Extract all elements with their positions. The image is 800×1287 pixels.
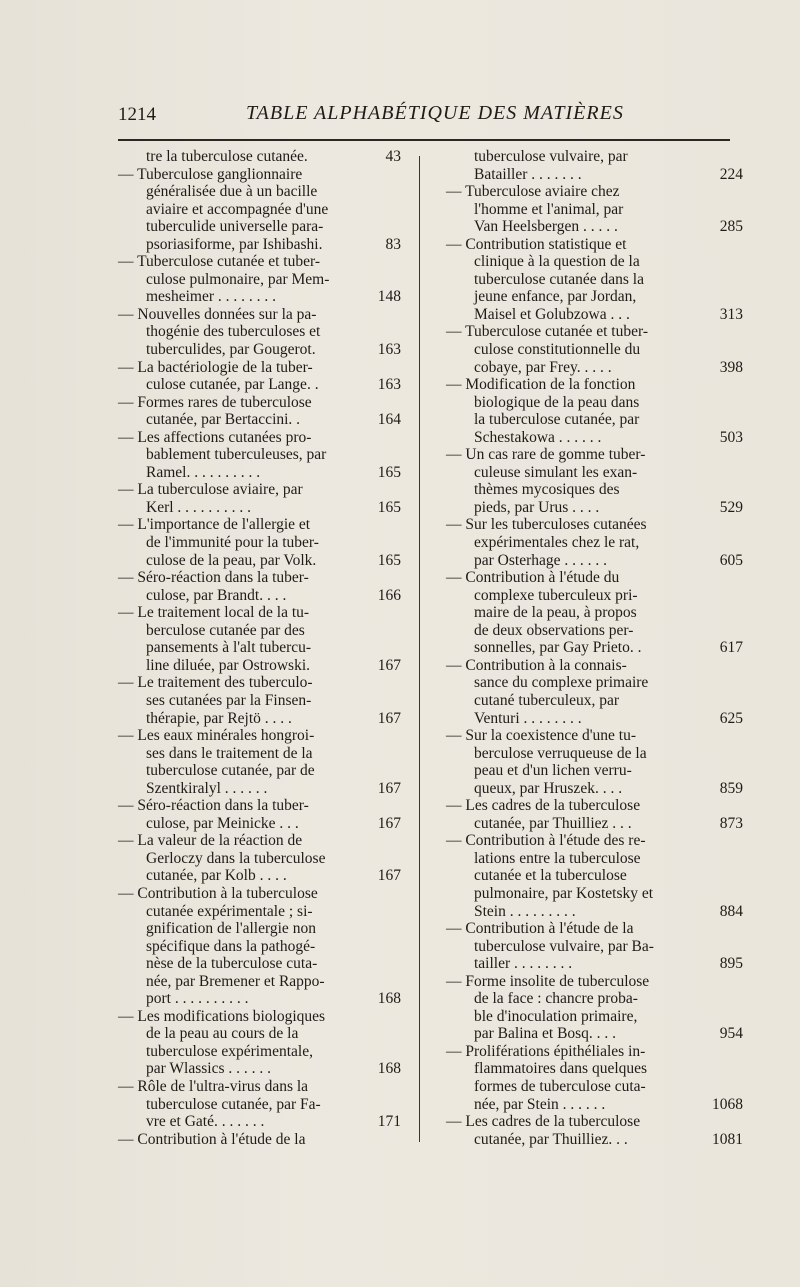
entry-text-line: tuberculose cutanée, par Fa- (146, 1095, 321, 1113)
index-entry (118, 516, 408, 569)
entry-text-line: culose, par Meinicke . . . (146, 814, 299, 832)
entry-text-line: Szentkiralyl . . . . . . (146, 779, 268, 797)
entry-text-line: ble d'inoculation primaire, (474, 1007, 638, 1025)
page-ref: 859 (719, 779, 743, 797)
index-entry (446, 183, 743, 236)
page-ref: 605 (719, 551, 743, 569)
page-ref: 954 (719, 1025, 743, 1043)
entry-text-line: bablement tuberculeuses, par (146, 446, 327, 464)
page-ref: 873 (719, 814, 743, 832)
page-ref: 167 (377, 814, 401, 832)
entry-text-line: tuberculose vulvaire, par (474, 148, 628, 165)
page-ref: 313 (719, 305, 743, 323)
page-ref: 165 (377, 551, 401, 569)
entry-text-line: ses cutanées par la Finsen- (146, 691, 312, 709)
column-divider (419, 156, 420, 1142)
page-ref: 171 (377, 1113, 401, 1131)
entry-text-line: pansements à l'alt tubercu- (146, 639, 312, 657)
entry-text-line: culose, par Brandt. . . . (146, 586, 287, 604)
entry-text-line: culose pulmonaire, par Mem- (146, 270, 330, 288)
entry-text-line: — Contribution statistique et (446, 235, 627, 253)
index-entry (118, 359, 408, 394)
page-ref: 895 (719, 955, 743, 973)
entry-text-line: psoriasiforme, par Ishibashi. (146, 235, 323, 253)
entry-text-line: Stein . . . . . . . . . (474, 902, 576, 920)
entry-text-line: — Le traitement local de la tu- (118, 604, 310, 622)
page-ref: 164 (377, 411, 401, 429)
entry-text-line: culose cutanée, par Lange. . (146, 376, 319, 394)
entry-text-line: tuberculose expérimentale, (146, 1042, 313, 1060)
entry-text-line: — Tuberculose cutanée et tuber- (118, 253, 320, 271)
entry-text-line: culose de la peau, par Volk. (146, 551, 317, 569)
entry-text-line: — Séro-réaction dans la tuber- (118, 797, 309, 815)
entry-text-line: — Les affections cutanées pro- (118, 428, 312, 446)
right-column (446, 148, 743, 1148)
entry-text-line: culose constitutionnelle du (474, 341, 641, 359)
entry-text-line: tuberculose vulvaire, par Ba- (474, 937, 654, 955)
page-ref: 1081 (712, 1130, 743, 1148)
entry-text-line: — Contribution à l'étude de la (118, 1130, 306, 1148)
entry-text-line: sonnelles, par Gay Prieto. . (474, 639, 642, 657)
page-ref: 163 (377, 341, 401, 359)
entry-text-line: par Balina et Bosq. . . . (474, 1025, 617, 1043)
page-ref: 166 (377, 586, 401, 604)
entry-text-line: généralisée due à un bacille (146, 183, 318, 201)
entry-text-line: Gerloczy dans la tuberculose (146, 849, 326, 867)
entry-text-line: la tuberculose cutanée, par (474, 411, 640, 429)
entry-text-line: — Contribution à la tuberculose (118, 884, 318, 902)
entry-text-line: de la peau au cours de la (146, 1025, 299, 1043)
entry-text-line: jeune enfance, par Jordan, (474, 288, 637, 306)
entry-text-line: Schestakowa . . . . . . (474, 428, 602, 446)
index-entry (118, 166, 408, 254)
entry-text-line: complexe tuberculeux pri- (474, 586, 638, 604)
entry-text-line: tuberculose cutanée dans la (474, 270, 644, 288)
page-ref: 163 (377, 376, 401, 394)
index-entry (118, 429, 408, 482)
entry-text-line: port . . . . . . . . . . (146, 990, 249, 1008)
index-entry (446, 446, 743, 516)
entry-text-line: berculose cutanée par des (146, 621, 305, 639)
entry-text-line: — Séro-réaction dans la tuber- (118, 569, 309, 587)
index-entry (446, 376, 743, 446)
entry-text-line: maire de la peau, à propos (474, 604, 637, 622)
entry-text-line: spécifique dans la pathogé- (146, 937, 316, 955)
entry-text-line: — Les cadres de la tuberculose (446, 1113, 641, 1131)
entry-text-line: — Contribution à l'étude des re- (446, 832, 646, 850)
entry-text-line: — Le traitement des tuberculo- (118, 674, 313, 692)
entry-text-line: Van Heelsbergen . . . . . (474, 218, 618, 236)
page-ref: 167 (377, 709, 401, 727)
page-ref: 148 (377, 288, 401, 306)
entry-text-line: — Contribution à l'étude de la (446, 920, 634, 938)
entry-text-line: vre et Gaté. . . . . . . (146, 1113, 265, 1131)
entry-text-line: flammatoires dans quelques (474, 1060, 648, 1078)
page-ref: 167 (377, 656, 401, 674)
entry-text-line: née, par Stein . . . . . . (474, 1095, 606, 1113)
index-entry (118, 1078, 408, 1131)
page-header (118, 100, 730, 130)
entry-text-line: expérimentales chez le rat, (474, 534, 640, 552)
entry-text-line: tuberculide universelle para- (146, 218, 324, 236)
entry-text-line: — Nouvelles données sur la pa- (118, 305, 317, 323)
entry-text-line: Kerl . . . . . . . . . . (146, 498, 252, 516)
entry-text-line: peau et d'un lichen verru- (474, 762, 632, 780)
page-ref: 167 (377, 867, 401, 885)
entry-text-line: — Tuberculose aviaire chez (446, 183, 620, 201)
entry-text-line: de la face : chancre proba- (474, 990, 638, 1008)
entry-text-line: — Tuberculose cutanée et tuber- (446, 323, 648, 341)
index-entry (446, 656, 743, 727)
entry-text-line: — Modification de la fonction (446, 376, 636, 394)
index-entry (446, 832, 743, 920)
entry-text-line: berculose verruqueuse de la (474, 744, 647, 762)
entry-text-line: de deux observations per- (474, 621, 634, 639)
entry-text-line: — Les eaux minérales hongroi- (118, 727, 315, 745)
index-entry (446, 516, 743, 569)
index-entry (446, 972, 743, 1043)
entry-text-line: cutanée, par Kolb . . . . (146, 867, 287, 885)
entry-text-line: — Contribution à la connais- (446, 656, 627, 674)
entry-text-line: née, par Bremener et Rappo- (146, 972, 325, 990)
index-entry (118, 1008, 408, 1078)
entry-text-line: — Forme insolite de tuberculose (446, 972, 650, 990)
entry-text-line: tre la tuberculose cutanée. (146, 148, 308, 165)
entry-text-line: aviaire et accompagnée d'une (146, 200, 329, 218)
entry-text-line: — Sur la coexistence d'une tu- (446, 727, 637, 745)
entry-text-line: cobaye, par Frey. . . . . (474, 358, 612, 376)
entry-text-line: cutanée expérimentale ; si- (146, 902, 313, 920)
entry-text-line: — Les modifications biologiques (118, 1007, 326, 1025)
index-entry (446, 569, 743, 657)
entry-text-line: culeuse simulant les exan- (474, 463, 638, 481)
entry-text-line: thérapie, par Rejtö . . . . (146, 709, 292, 727)
page-ref: 398 (719, 358, 743, 376)
entry-text-line: cutanée, par Thuilliez . . . (474, 814, 632, 832)
left-column (118, 148, 408, 1148)
index-entry (446, 920, 743, 973)
index-entry (446, 148, 743, 183)
entry-text-line: Batailler . . . . . . . (474, 165, 582, 183)
index-entry (446, 1113, 743, 1148)
entry-text-line: l'homme et l'animal, par (474, 200, 624, 218)
entry-text-line: Ramel. . . . . . . . . . (146, 463, 261, 481)
page-ref: 168 (377, 1060, 401, 1078)
entry-text-line: pieds, par Urus . . . . (474, 498, 600, 516)
index-entry (446, 727, 743, 797)
index-entry (118, 394, 408, 429)
page-ref: 165 (377, 463, 401, 481)
page-ref: 625 (719, 709, 743, 727)
page-ref: 43 (385, 148, 401, 165)
entry-text-line: ses dans le traitement de la (146, 744, 313, 762)
running-title: TABLE ALPHABÉTIQUE DES MATIÈRES (246, 102, 624, 124)
entry-text-line: par Osterhage . . . . . . (474, 551, 607, 569)
page-ref: 168 (377, 990, 401, 1008)
entry-text-line: sance du complexe primaire (474, 674, 649, 692)
entry-text-line: tuberculose cutanée, par de (146, 762, 315, 780)
index-entry (118, 797, 408, 832)
page-ref: 529 (719, 498, 743, 516)
entry-text-line: — Rôle de l'ultra-virus dans la (118, 1077, 309, 1095)
entry-text-line: tailler . . . . . . . . (474, 955, 573, 973)
entry-text-line: cutané tuberculeux, par (474, 691, 620, 709)
header-rule (118, 139, 730, 141)
page-ref: 165 (377, 498, 401, 516)
index-entry (118, 306, 408, 359)
entry-text-line: lations entre la tuberculose (474, 849, 641, 867)
index-entry (118, 148, 408, 166)
entry-text-line: — Formes rares de tuberculose (118, 393, 312, 411)
entry-text-line: queux, par Hruszek. . . . (474, 779, 623, 797)
entry-text-line: nèse de la tuberculose cuta- (146, 955, 318, 973)
page-number: 1214 (118, 104, 156, 125)
entry-text-line: — Contribution à l'étude du (446, 569, 620, 587)
page-ref: 1068 (712, 1095, 743, 1113)
entry-text-line: gnification de l'allergie non (146, 920, 316, 938)
entry-text-line: mesheimer . . . . . . . . (146, 288, 277, 306)
index-entry (118, 1131, 408, 1149)
index-entry (446, 1042, 743, 1113)
page-ref: 285 (719, 218, 743, 236)
index-entry (446, 797, 743, 832)
page-ref: 617 (719, 639, 743, 657)
index-entry (118, 481, 408, 516)
entry-text-line: clinique à la question de la (474, 253, 640, 271)
entry-text-line: — Tuberculose ganglionnaire (118, 165, 303, 183)
index-entry (118, 674, 408, 727)
entry-text-line: — La bactériologie de la tuber- (118, 358, 313, 376)
entry-text-line: cutanée et la tuberculose (474, 867, 627, 885)
entry-text-line: de l'immunité pour la tuber- (146, 534, 319, 552)
entry-text-line: par Wlassics . . . . . . (146, 1060, 271, 1078)
entry-text-line: thèmes mycosiques des (474, 481, 620, 499)
page-ref: 884 (719, 902, 743, 920)
entry-text-line: — Sur les tuberculoses cutanées (446, 516, 647, 534)
entry-text-line: Venturi . . . . . . . . (474, 709, 582, 727)
page-ref: 167 (377, 779, 401, 797)
entry-text-line: Maisel et Golubzowa . . . (474, 305, 630, 323)
index-entry (118, 885, 408, 1008)
entry-text-line: — Les cadres de la tuberculose (446, 797, 641, 815)
index-entry (118, 604, 408, 674)
index-entry (118, 832, 408, 885)
page-ref: 503 (719, 428, 743, 446)
entry-text-line: cutanée, par Thuilliez. . . (474, 1130, 628, 1148)
entry-text-line: cutanée, par Bertaccini. . (146, 411, 301, 429)
index-entry (446, 235, 743, 324)
entry-text-line: line diluée, par Ostrowski. (146, 656, 311, 674)
entry-text-line: — Un cas rare de gomme tuber- (446, 446, 646, 464)
entry-text-line: — La tuberculose aviaire, par (118, 481, 303, 499)
entry-text-line: thogénie des tuberculoses et (146, 323, 321, 341)
index-entry (118, 253, 408, 306)
entry-text-line: — L'importance de l'allergie et (118, 516, 311, 534)
entry-text-line: biologique de la peau dans (474, 393, 640, 411)
page-ref: 224 (719, 165, 743, 183)
entry-text-line: tuberculides, par Gougerot. (146, 341, 316, 359)
page-ref: 83 (385, 235, 401, 253)
index-entry (446, 323, 743, 376)
entry-text-line: — Proliférations épithéliales in- (446, 1042, 646, 1060)
index-entry (118, 727, 408, 797)
entry-text-line: formes de tuberculose cuta- (474, 1077, 646, 1095)
entry-text-line: — La valeur de la réaction de (118, 832, 303, 850)
index-entry (118, 569, 408, 604)
entry-text-line: pulmonaire, par Kostetsky et (474, 884, 654, 902)
